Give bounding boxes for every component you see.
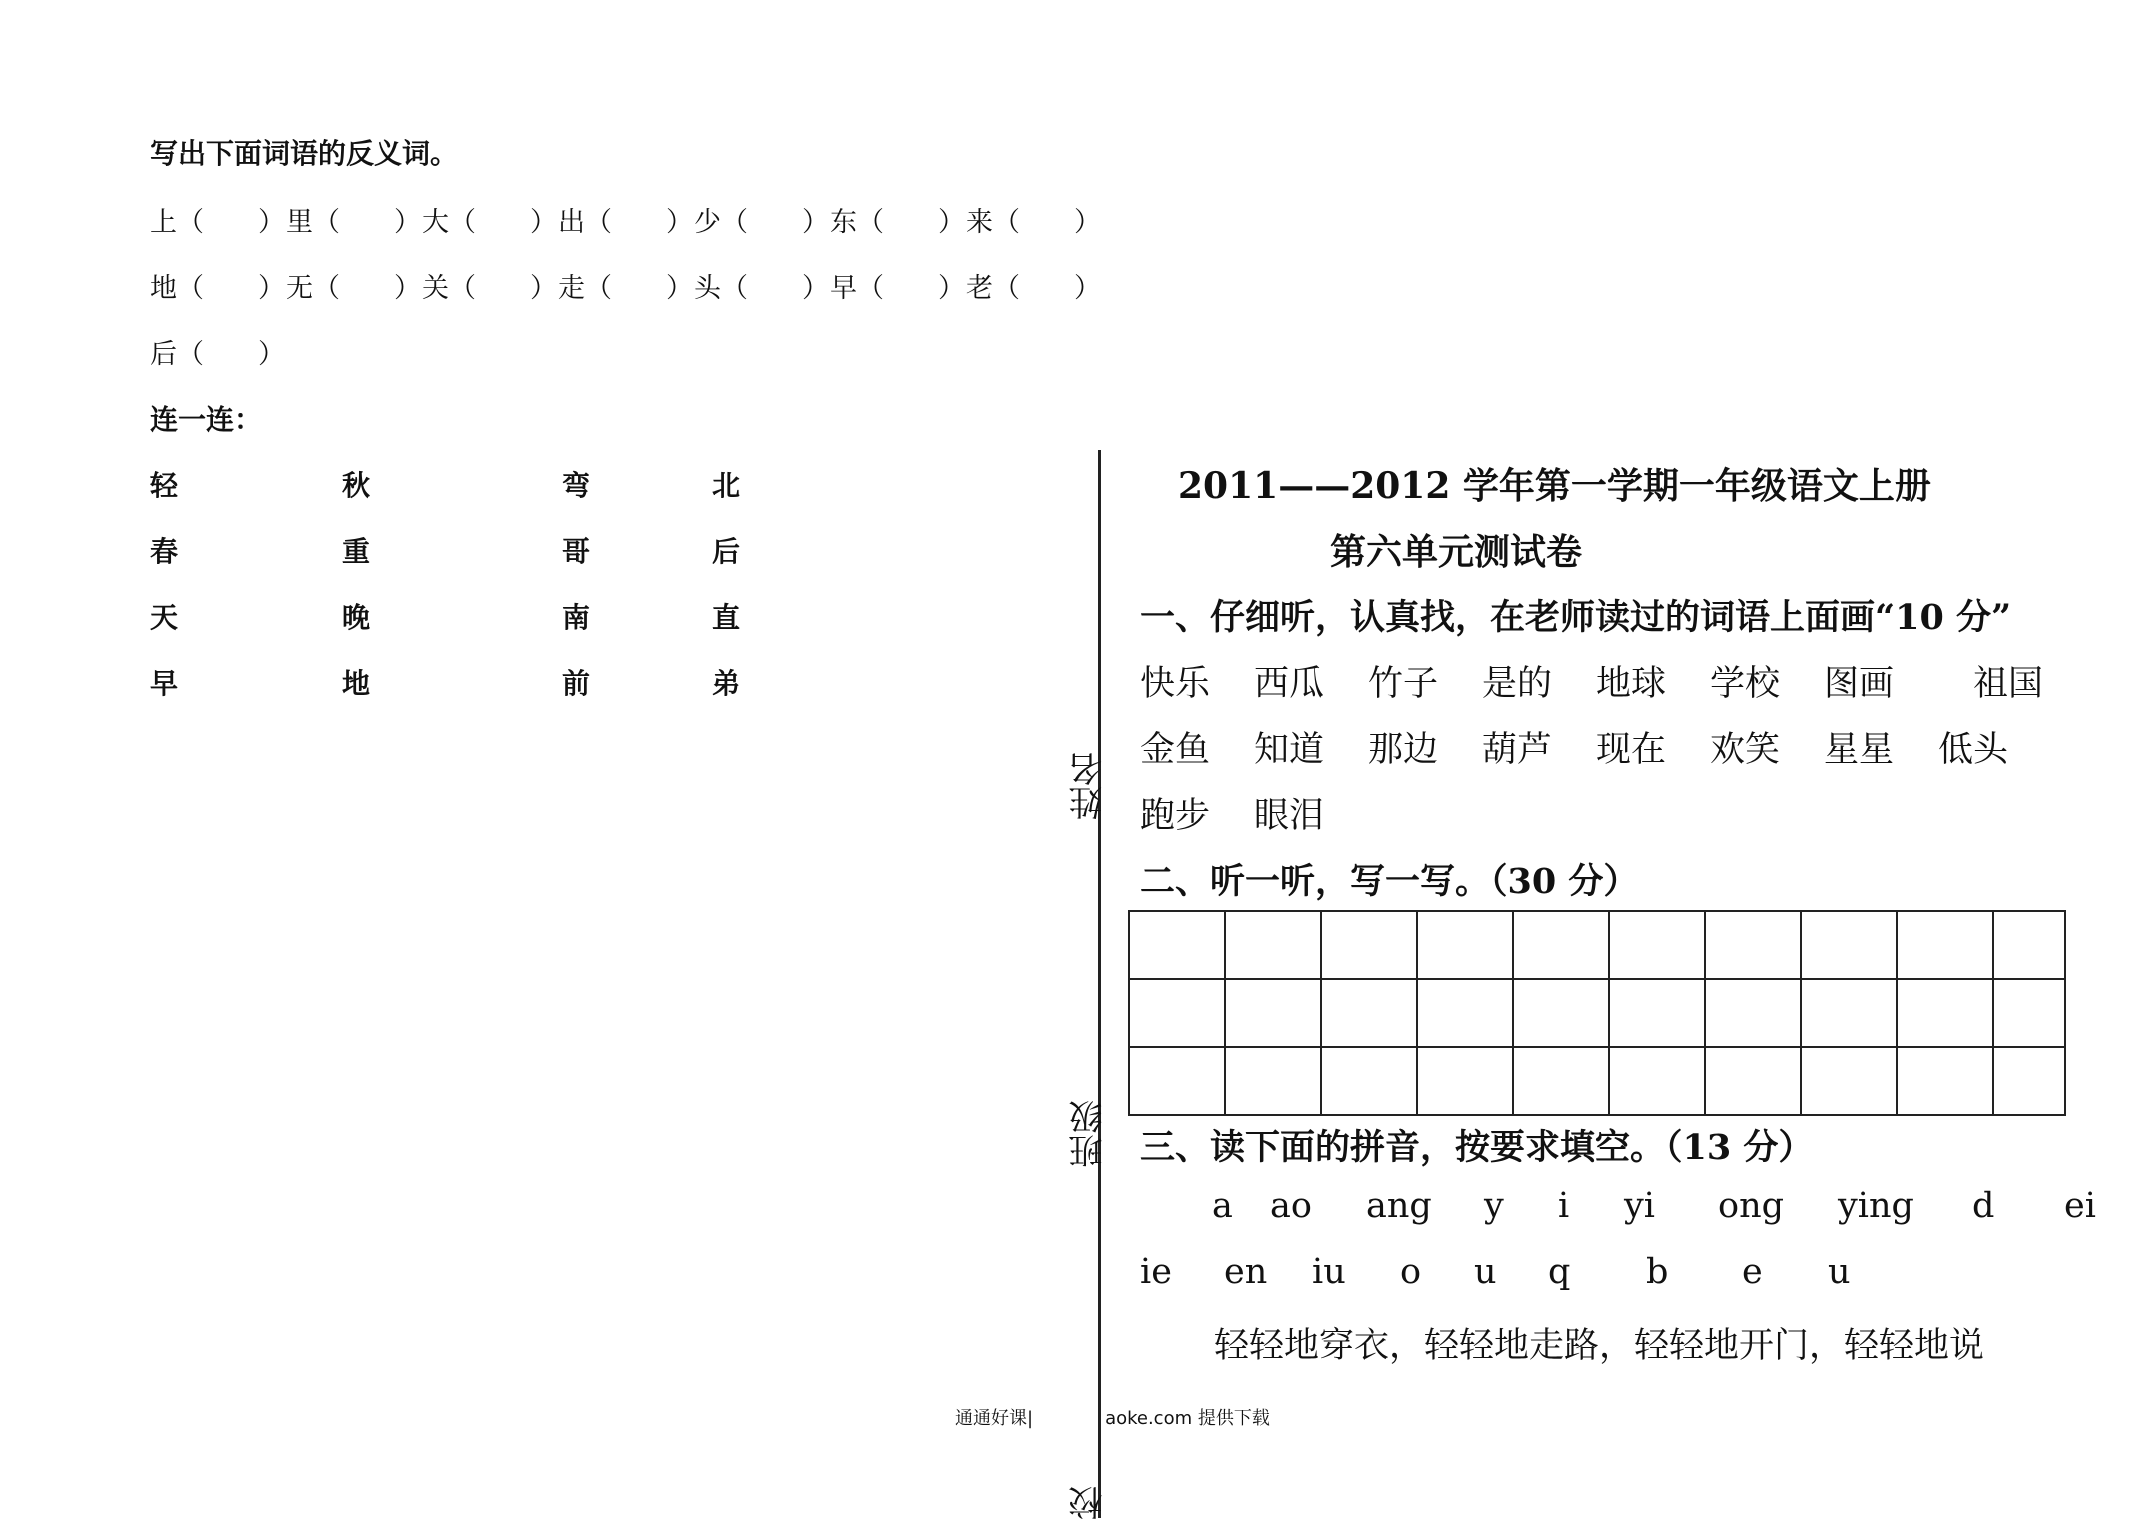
grid-cell[interactable] — [1129, 911, 1225, 979]
match-word: 春 — [150, 535, 179, 568]
word-item: 学校 — [1710, 664, 1781, 704]
grid-cell[interactable] — [1513, 979, 1609, 1047]
word-item: 金鱼 — [1140, 730, 1211, 770]
pinyin-item: b — [1646, 1252, 1669, 1292]
antonym-item: 地（ ） — [150, 273, 285, 304]
word-item: 图画 — [1824, 664, 1895, 704]
pinyin-item: ao — [1270, 1186, 1312, 1226]
grid-cell[interactable] — [1129, 1047, 1225, 1115]
pinyin-item: ang — [1366, 1186, 1432, 1226]
grid-cell[interactable] — [1897, 979, 1993, 1047]
match-word: 后 — [712, 535, 741, 568]
pinyin-item: yi — [1624, 1186, 1655, 1226]
footer-source: 通通好课| aoke.com 提供下载 — [955, 1408, 1270, 1429]
pinyin-item: ei — [2064, 1186, 2096, 1226]
grid-row — [1129, 911, 2065, 979]
grid-cell[interactable] — [1609, 911, 1705, 979]
section2-heading: 二、听一听，写一写。（30 分） — [1140, 861, 1639, 902]
word-item: 眼泪 — [1254, 796, 1325, 836]
grid-cell[interactable] — [1993, 979, 2065, 1047]
pinyin-item: d — [1972, 1186, 1995, 1226]
grid-cell[interactable] — [1801, 1047, 1897, 1115]
pinyin-item: u — [1474, 1252, 1497, 1292]
section3-heading: 三、读下面的拼音，按要求填空。（13 分） — [1140, 1127, 1814, 1168]
word-row — [1140, 656, 2052, 706]
grid-cell[interactable] — [1225, 979, 1321, 1047]
antonym-item: 少（ ） — [694, 207, 829, 238]
word-item: 祖国 — [1938, 664, 2044, 704]
match-word: 晚 — [342, 601, 371, 634]
match-word: 天 — [150, 601, 179, 634]
antonym-item: 早（ ） — [830, 273, 965, 304]
match-word: 重 — [342, 535, 371, 568]
match-word: 哥 — [562, 535, 591, 568]
match-word: 秋 — [342, 469, 371, 502]
match-row — [150, 464, 740, 504]
word-item: 快乐 — [1140, 664, 1211, 704]
antonym-item: 出（ ） — [558, 207, 693, 238]
grid-cell[interactable] — [1705, 1047, 1801, 1115]
word-item: 跑步 — [1140, 796, 1211, 836]
match-word: 早 — [150, 667, 179, 700]
antonym-item: 无（ ） — [286, 273, 421, 304]
antonym-item: 里（ ） — [286, 207, 421, 238]
grid-cell[interactable] — [1993, 911, 2065, 979]
match-word: 北 — [712, 469, 741, 502]
grid-cell[interactable] — [1513, 911, 1609, 979]
grid-cell[interactable] — [1801, 911, 1897, 979]
grid-cell[interactable] — [1321, 911, 1417, 979]
pinyin-item: en — [1224, 1252, 1268, 1292]
pinyin-item: o — [1400, 1252, 1422, 1292]
word-item: 那边 — [1368, 730, 1439, 770]
match-word: 地 — [342, 667, 371, 700]
antonym-item: 东（ ） — [830, 207, 965, 238]
grid-cell[interactable] — [1897, 911, 1993, 979]
antonym-item: 老（ ） — [966, 273, 1101, 304]
pinyin-item: ie — [1140, 1252, 1172, 1292]
word-item: 竹子 — [1368, 664, 1439, 704]
word-item: 知道 — [1254, 730, 1325, 770]
word-row — [1140, 788, 1368, 838]
grid-cell[interactable] — [1609, 979, 1705, 1047]
match-row — [150, 596, 740, 636]
grid-row — [1129, 1047, 2065, 1115]
word-item: 低头 — [1938, 730, 2009, 770]
match-word: 轻 — [150, 469, 179, 502]
word-item: 地球 — [1596, 664, 1667, 704]
match-title: 连一连： — [150, 403, 263, 436]
pinyin-item: y — [1484, 1186, 1504, 1226]
word-item: 葫芦 — [1482, 730, 1553, 770]
antonym-row — [150, 266, 1102, 305]
grid-cell[interactable] — [1417, 911, 1513, 979]
pinyin-item: a — [1212, 1186, 1233, 1226]
grid-cell[interactable] — [1417, 1047, 1513, 1115]
antonym-row — [150, 332, 286, 371]
match-word: 弯 — [562, 469, 591, 502]
grid-cell[interactable] — [1801, 979, 1897, 1047]
section1-heading: 一、仔细听，认真找，在老师读过的词语上面画“10 分” — [1140, 597, 2012, 638]
grid-cell[interactable] — [1321, 979, 1417, 1047]
grid-cell[interactable] — [1225, 911, 1321, 979]
antonym-item: 上（ ） — [150, 207, 285, 238]
grid-cell[interactable] — [1609, 1047, 1705, 1115]
match-word: 前 — [562, 667, 591, 700]
grid-cell[interactable] — [1225, 1047, 1321, 1115]
pinyin-row — [1212, 1186, 2096, 1226]
pinyin-item: i — [1558, 1186, 1570, 1226]
grid-cell[interactable] — [1129, 979, 1225, 1047]
pinyin-item: iu — [1312, 1252, 1346, 1292]
grid-row — [1129, 979, 2065, 1047]
pinyin-row — [1140, 1252, 1851, 1292]
binding-line — [1098, 450, 1101, 1518]
grid-cell[interactable] — [1993, 1047, 2065, 1115]
grid-cell[interactable] — [1705, 979, 1801, 1047]
match-row — [150, 530, 740, 570]
grid-cell[interactable] — [1705, 911, 1801, 979]
antonym-item: 关（ ） — [422, 273, 557, 304]
pinyin-item: e — [1742, 1252, 1763, 1292]
word-item: 欢笑 — [1710, 730, 1781, 770]
antonym-item: 来（ ） — [966, 207, 1101, 238]
grid-cell[interactable] — [1417, 979, 1513, 1047]
match-word: 直 — [712, 601, 741, 634]
page-subtitle: 第六单元测试卷 — [1330, 531, 1583, 573]
writing-grid — [1128, 910, 2066, 1116]
pinyin-item: ying — [1838, 1186, 1914, 1226]
antonym-title: 写出下面词语的反义词。 — [150, 137, 459, 170]
school-label: 校 — [1069, 1486, 1109, 1520]
name-label: 姓名 — [1069, 752, 1109, 820]
antonym-item: 大（ ） — [422, 207, 557, 238]
poem-line: 轻轻地穿衣，轻轻地走路，轻轻地开门，轻轻地说 — [1214, 1326, 1985, 1366]
antonym-item: 后（ ） — [150, 339, 285, 370]
antonym-row — [150, 200, 1102, 239]
grid-cell[interactable] — [1513, 1047, 1609, 1115]
antonym-item: 走（ ） — [558, 273, 693, 304]
pinyin-item: ong — [1718, 1186, 1785, 1226]
match-word: 南 — [562, 601, 591, 634]
page-title: 2011——2012 学年第一学期一年级语文上册 — [1178, 465, 1931, 507]
match-row — [150, 662, 740, 702]
word-item: 是的 — [1482, 664, 1553, 704]
match-word: 弟 — [712, 667, 741, 700]
word-item: 现在 — [1596, 730, 1667, 770]
class-label: 班级 — [1069, 1100, 1109, 1168]
antonym-item: 头（ ） — [694, 273, 829, 304]
word-row — [1140, 722, 2052, 772]
pinyin-item: q — [1548, 1252, 1571, 1292]
grid-cell[interactable] — [1321, 1047, 1417, 1115]
pinyin-item: u — [1828, 1252, 1851, 1292]
grid-cell[interactable] — [1897, 1047, 1993, 1115]
word-item: 星星 — [1824, 730, 1895, 770]
word-item: 西瓜 — [1254, 664, 1325, 704]
